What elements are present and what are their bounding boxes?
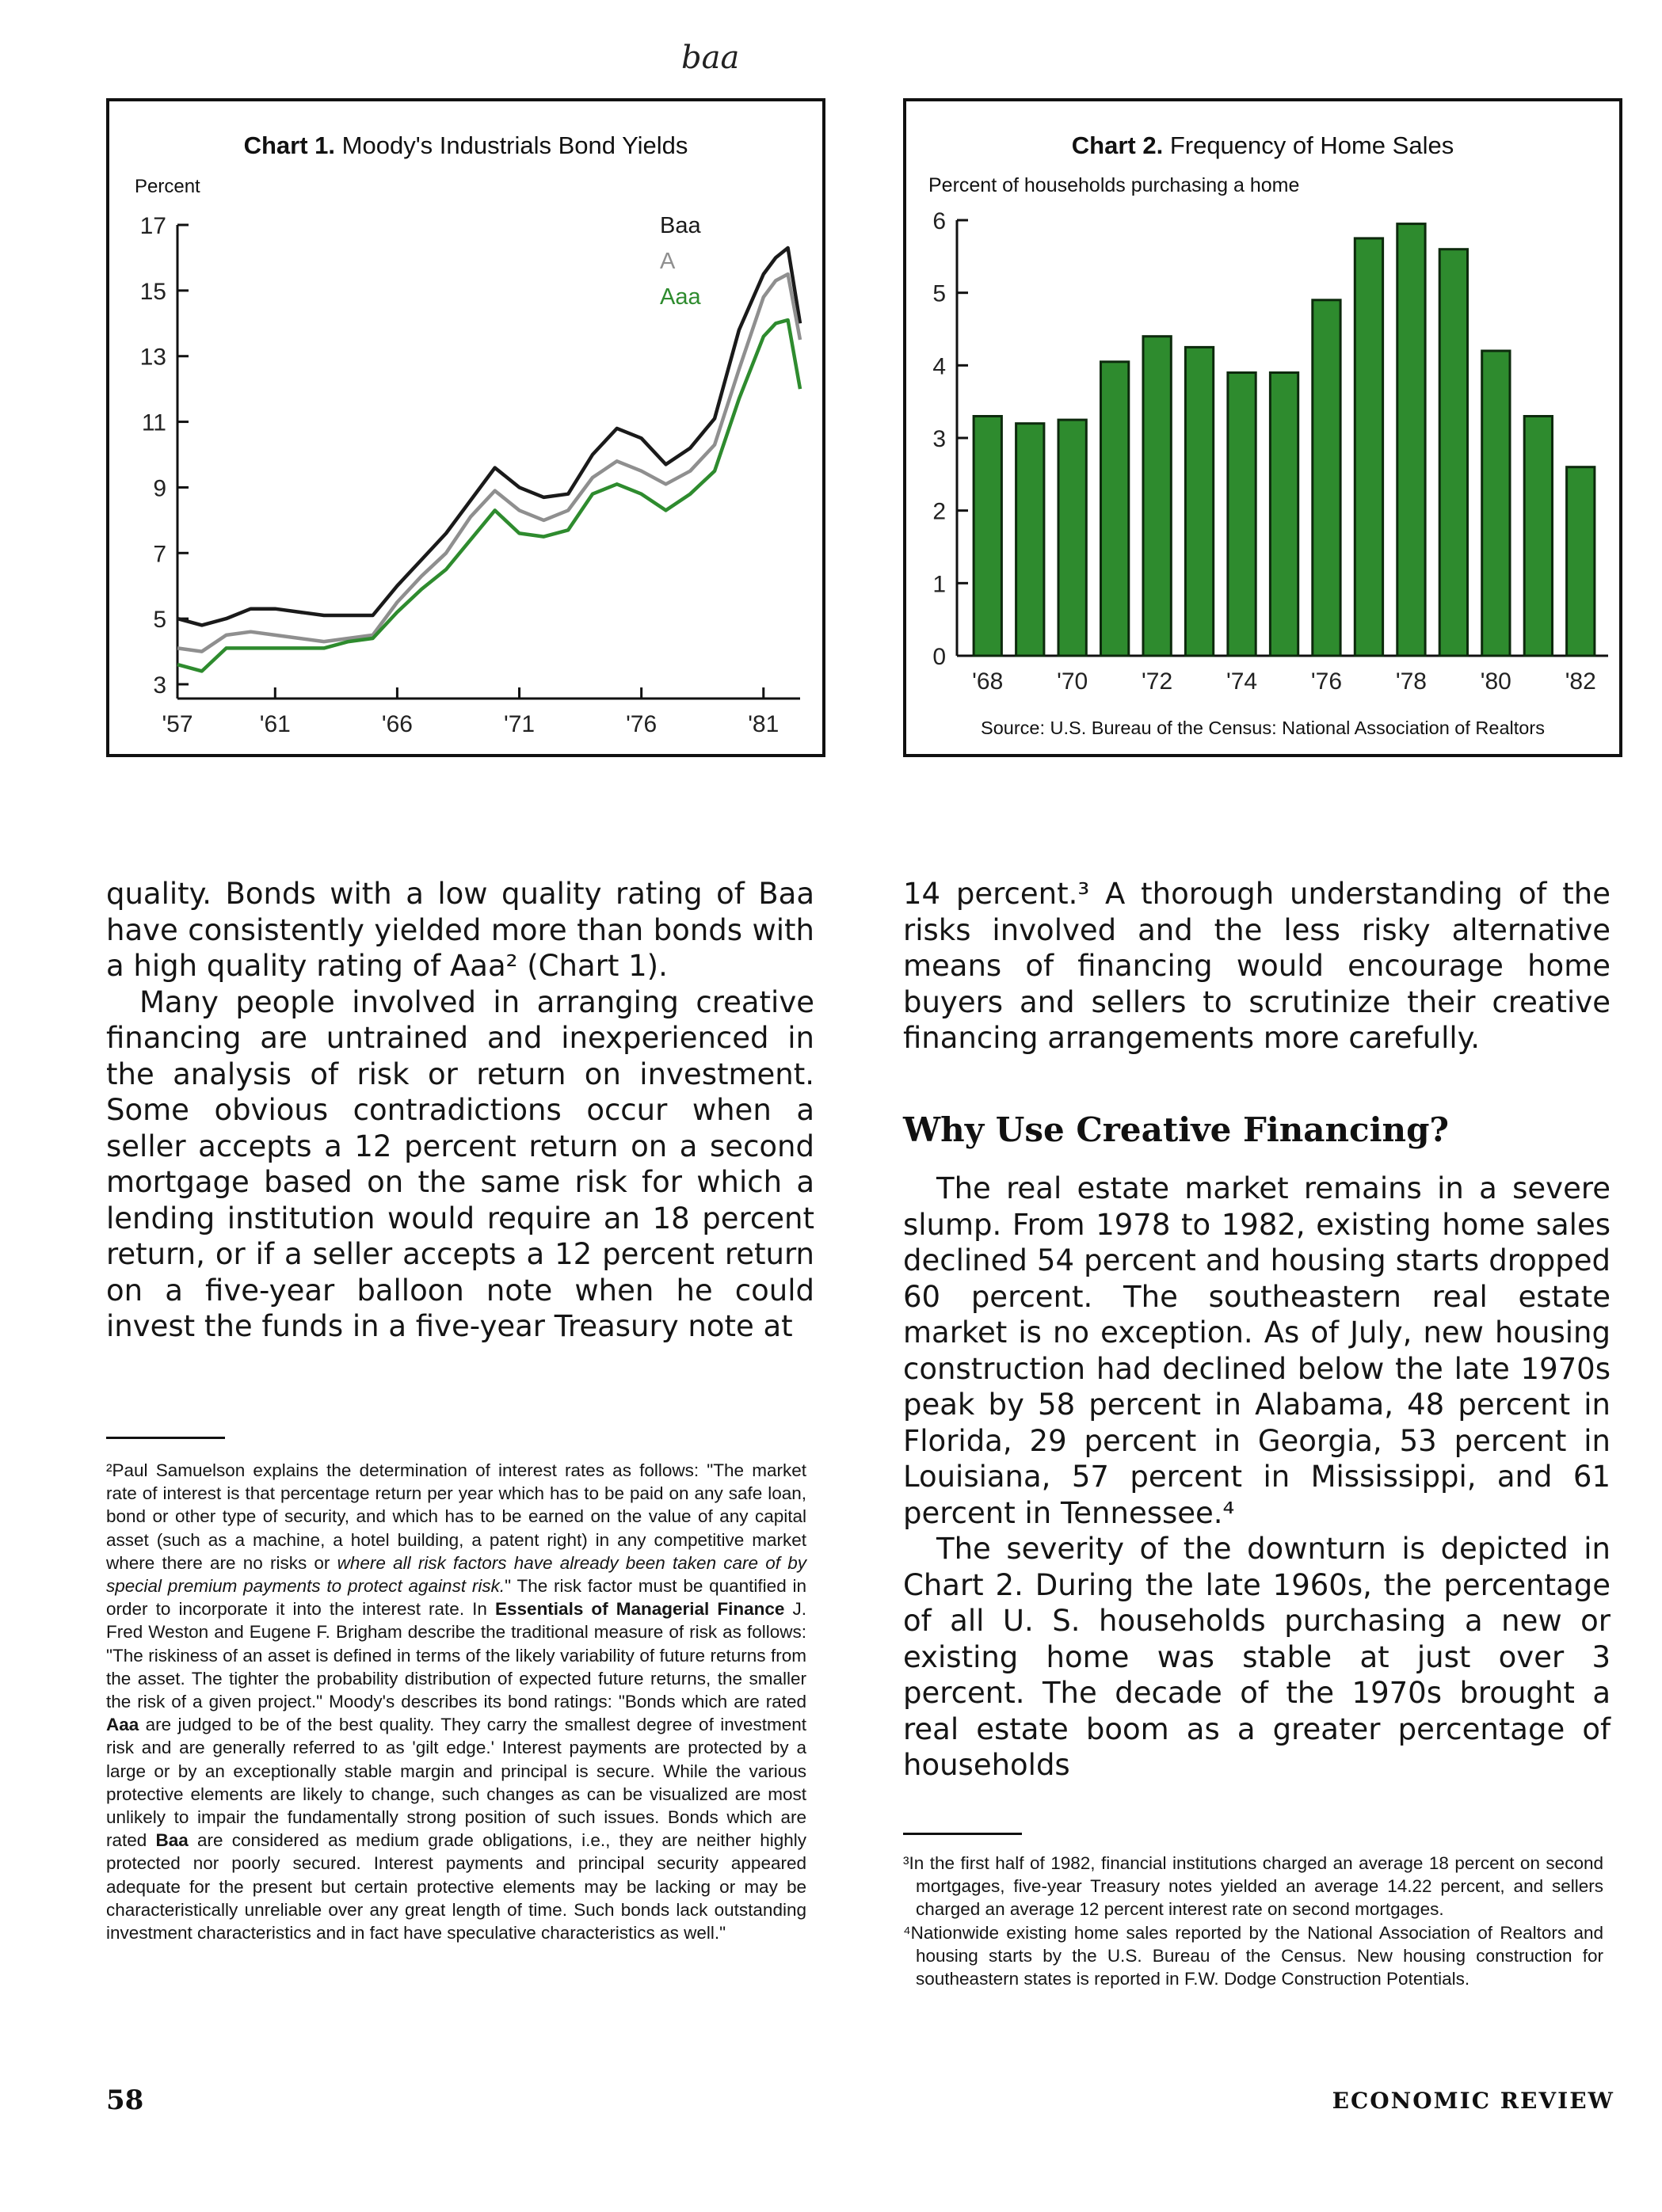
bar-1970: [1058, 420, 1086, 656]
chart1-y-tick-label: 7: [153, 541, 166, 568]
footnote-2-text-2: " The risk factor must be quantified in order to incorporate it into the interest rate. In: [106, 1576, 806, 1620]
footnote-2-baa: Baa: [155, 1830, 189, 1851]
chart2-x-tick-label: '76: [1310, 668, 1343, 695]
chart2-x-tick-label: '82: [1565, 668, 1596, 695]
footnote-3: ³In the first half of 1982, financial institutions charged an average 18 percent on second mortgages, five-year Treasury notes yielded an average 14.22 percent, and sellers charged an average 12 percent interest rate on second mortgages.: [903, 1853, 1603, 1920]
bar-1978: [1397, 224, 1425, 656]
bar-1977: [1355, 238, 1382, 656]
chart2-y-tick-label: 6: [932, 208, 946, 234]
chart2-ylabel: Percent of households purchasing a home: [928, 174, 1300, 196]
chart1-y-tick-label: 3: [153, 672, 166, 699]
journal-name: ECONOMIC REVIEW: [1332, 2088, 1614, 2114]
chart2-x-tick-label: '72: [1142, 668, 1173, 695]
chart2-y-tick-label: 2: [932, 498, 946, 525]
chart2-label: Chart 2.: [1071, 131, 1164, 159]
legend-baa: Baa: [660, 213, 701, 238]
bar-1969: [1016, 424, 1044, 656]
footnote-rule-left: [106, 1437, 225, 1439]
page-number: 58: [106, 2084, 144, 2116]
right-column-top: [903, 876, 1611, 1057]
footnote-2-italic: where all risk factors have already been taken care of by special premium payments to protect against risk.: [106, 1552, 807, 1597]
series-line-a: [177, 274, 800, 651]
chart2-x-tick-label: '68: [972, 668, 1004, 695]
footnote-2-text-4: are judged to be of the best quality. They carry the smallest degree of investment risk and are generally referred to as 'gilt edge.' Interest payments are protected by a large or by an exceptionally stable margin and principal is secure. While the various protective elements are likely to change, such changes as can be visualized are most unlikely to impair the fundamentally strong position of such issues. Bonds which are rated: [106, 1715, 806, 1851]
series-line-baa: [177, 248, 800, 625]
bar-1975: [1270, 373, 1298, 657]
bar-1980: [1482, 351, 1510, 656]
handwritten-note: baa: [681, 40, 740, 76]
bar-1972: [1143, 337, 1171, 656]
chart2-plot: [906, 101, 1619, 754]
bar-1968: [974, 417, 1001, 657]
chart1-x-tick-label: '81: [748, 711, 780, 737]
bar-1979: [1439, 249, 1467, 656]
bar-1976: [1313, 300, 1340, 656]
bar-1973: [1185, 347, 1213, 656]
chart2-title-text: Frequency of Home Sales: [1169, 131, 1454, 159]
left-column: [106, 876, 814, 1345]
legend-aaa: Aaa: [660, 284, 701, 310]
chart1-x-tick-label: '71: [503, 711, 536, 737]
footnote-2-marker: ²: [106, 1460, 112, 1480]
right-paragraph-1: 14 percent.³ A thorough understanding of the risks involved and the less risky alternative means of financing would encourage home buyers and sellers to scrutinize their creative financing arrangements more carefully.: [903, 877, 1611, 1055]
chart2-panel: [903, 98, 1622, 757]
footnote-4: ⁴Nationwide existing home sales reported by the National Association of Realtors and housing starts by the U.S. Bureau of the Census. New housing construction for southeastern states is reported in F.W. Dodge Construction Potentials.: [903, 1922, 1603, 1989]
chart1-title-text: Moody's Industrials Bond Yields: [341, 131, 688, 159]
footnote-2-aaa: Aaa: [106, 1715, 139, 1735]
chart1-y-tick-label: 15: [139, 278, 166, 305]
right-paragraph-3: The severity of the downturn is depicted in Chart 2. During the late 1960s, the percentage of all U. S. households purchasing a new or existing home was stable at just over 3 percent. The decade of the 1970s brought a real estate boom as a greater percentage of households: [903, 1532, 1611, 1782]
chart1-y-tick-label: 11: [141, 409, 166, 436]
bar-1982: [1567, 467, 1595, 656]
chart1-y-tick-label: 17: [139, 213, 166, 239]
bar-1971: [1101, 362, 1129, 656]
chart2-y-tick-label: 0: [932, 644, 946, 670]
footnote-rule-right: [903, 1833, 1022, 1835]
chart2-source: Source: U.S. Bureau of the Census: National Association of Realtors: [981, 718, 1545, 738]
chart1-x-tick-label: '76: [626, 711, 658, 737]
chart2-x-tick-label: '74: [1226, 668, 1258, 695]
bar-1981: [1524, 417, 1552, 657]
footnote-2-book-title: Essentials of Managerial Finance: [495, 1599, 785, 1620]
chart2-x-tick-label: '80: [1480, 668, 1511, 695]
chart1-y-tick-label: 9: [153, 475, 166, 502]
chart2-y-tick-label: 3: [932, 426, 946, 452]
chart1-x-tick-label: '57: [162, 711, 193, 737]
chart2-x-tick-label: '78: [1395, 668, 1427, 695]
section-heading: Why Use Creative Financing?: [903, 1110, 1450, 1149]
chart1-y-tick-label: 5: [153, 607, 166, 634]
footnote-2-text-3: J. Fred Weston and Eugene F. Brigham describe the traditional measure of risk as follows: "The riskiness of an asset is defined in terms of the likely variability of future returns from the asset. The tighter the probability distribution of expected future returns, the smaller the risk of a given project." Moody's describes its bond ratings: "Bonds which are rated: [106, 1599, 806, 1712]
right-paragraph-2: The real estate market remains in a severe slump. From 1978 to 1982, existing home sales declined 54 percent and housing starts dropped 60 percent. The southeastern real estate market is no exception. As of July, new housing construction had declined below the late 1970s peak by 58 percent in Alabama, 48 percent in Florida, 29 percent in Georgia, 53 percent in Louisiana, 57 percent in Mississippi, and 61 percent in Tennessee.⁴: [903, 1171, 1611, 1530]
right-column-bottom: [903, 1171, 1611, 1784]
left-paragraph-2: Many people involved in arranging creative financing are untrained and inexperienced in the analysis of risk or return on investment. Some obvious contradictions occur when a seller accepts a 12 percent return on a second mortgage based on the same risk for which a lending institution would require an 18 percent return, or if a seller accepts a 12 percent return on a five-year balloon note when he could invest the funds in a five-year Treasury note at: [106, 984, 814, 1343]
chart1-x-tick-label: '66: [381, 711, 413, 737]
chart2-y-tick-label: 5: [932, 280, 946, 307]
chart1-y-tick-label: 13: [139, 344, 166, 371]
chart1-x-tick-label: '61: [259, 711, 291, 737]
footnote-2: [106, 1459, 806, 1944]
chart1-label: Chart 1.: [243, 131, 336, 159]
chart1-panel: [106, 98, 825, 757]
footnote-2-text-1: Paul Samuelson explains the determination of interest rates as follows: "The market rate of interest is that percentage return per year which has to be paid on any safe loan, bond or other type of security, and which has to be earned on the value of any capital asset (such as a machine, a hotel building, a patent right) in any competitive market where there are no risks or: [106, 1460, 806, 1573]
chart2-y-tick-label: 1: [932, 571, 946, 598]
left-paragraph-1: quality. Bonds with a low quality rating of Baa have consistently yielded more than bonds with a high quality rating of Aaa² (Chart 1).: [106, 877, 814, 983]
chart2-y-tick-label: 4: [932, 353, 946, 380]
footnotes-right: [903, 1852, 1603, 1990]
chart1-ylabel: Percent: [135, 176, 200, 197]
footnote-2-text-5: are considered as medium grade obligations, i.e., they are neither highly protected nor poorly secured. Interest payments and principal security appeared adequate for the present but certain protective elements may be lacking or may be characteristically unreliable over any great length of time. Such bonds lack outstanding investment characteristics and in fact have speculative characteristics as well.": [106, 1830, 806, 1944]
bar-1974: [1228, 373, 1256, 657]
legend-a: A: [660, 249, 676, 274]
chart2-x-tick-label: '70: [1057, 668, 1088, 695]
chart1-plot: [109, 101, 822, 754]
